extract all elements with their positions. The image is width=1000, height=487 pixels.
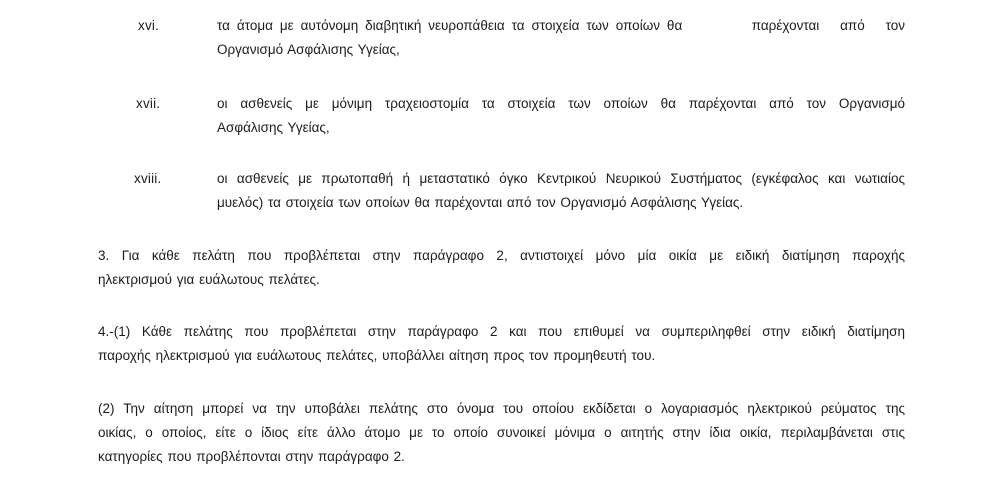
list-numeral: xvii. <box>136 96 161 111</box>
paragraph-4-2 <box>98 397 905 469</box>
text-line: οι ασθενείς με πρωτοπαθή ή μεταστατικό όγκο Κεντρικού Νευρικού Συστήματος (εγκέφαλος και νωτιαίος <box>217 171 905 186</box>
text-line: μυελός) τα στοιχεία των οποίων θα παρέχονται από τον Οργανισμό Ασφάλισης Υγείας. <box>217 195 744 210</box>
list-item-text <box>217 92 905 140</box>
text-line: Οργανισμό Ασφάλισης Υγείας, <box>217 42 400 57</box>
text-line: 3. Για κάθε πελάτη που προβλέπεται στην παράγραφο 2, αντιστοιχεί μόνο μία οικία με ειδική διατίμηση παροχής <box>98 248 905 263</box>
list-numeral: xvi. <box>138 18 160 33</box>
text-line: οι ασθενείς με μόνιμη τραχειοστομία τα στοιχεία των οποίων θα παρέχονται από τον Οργανισμό <box>217 96 905 111</box>
text-line: παροχής ηλεκτρισμού για ευάλωτους πελάτες, υποβάλλει αίτηση προς τον προμηθευτή του. <box>98 348 656 363</box>
list-numeral: xviii. <box>134 171 162 186</box>
text-line: κατηγορίες που προβλέπονται στην παράγραφο 2. <box>98 449 405 464</box>
list-item-text <box>217 167 905 215</box>
paragraph-3 <box>98 244 905 292</box>
text-line: Ασφάλισης Υγείας, <box>217 120 330 135</box>
paragraph-4-1 <box>98 320 905 368</box>
text-line: (2) Την αίτηση μπορεί να την υποβάλει πελάτης στο όνομα του οποίου εκδίδεται ο λογαριασμός ηλεκτρικού ρεύματος της <box>98 401 905 416</box>
text-line: τα άτομα με αυτόνομη διαβητική νευροπάθεια τα στοιχεία των οποίων θα παρέχονται από τον <box>217 18 905 33</box>
text-line: οικίας, ο οποίος, είτε ο ίδιος είτε άλλο άτομο με το οποίο συνοικεί μόνιμα ο αιτητής στην ίδια οικία, περιλαμβάνεται στις <box>98 425 905 440</box>
list-item-text <box>217 14 905 62</box>
text-line: ηλεκτρισμού για ευάλωτους πελάτες. <box>98 272 320 287</box>
text-line: 4.-(1) Κάθε πελάτης που προβλέπεται στην παράγραφο 2 και που επιθυμεί να συμπεριληφθεί στην ειδική διατίμηση <box>98 324 905 339</box>
